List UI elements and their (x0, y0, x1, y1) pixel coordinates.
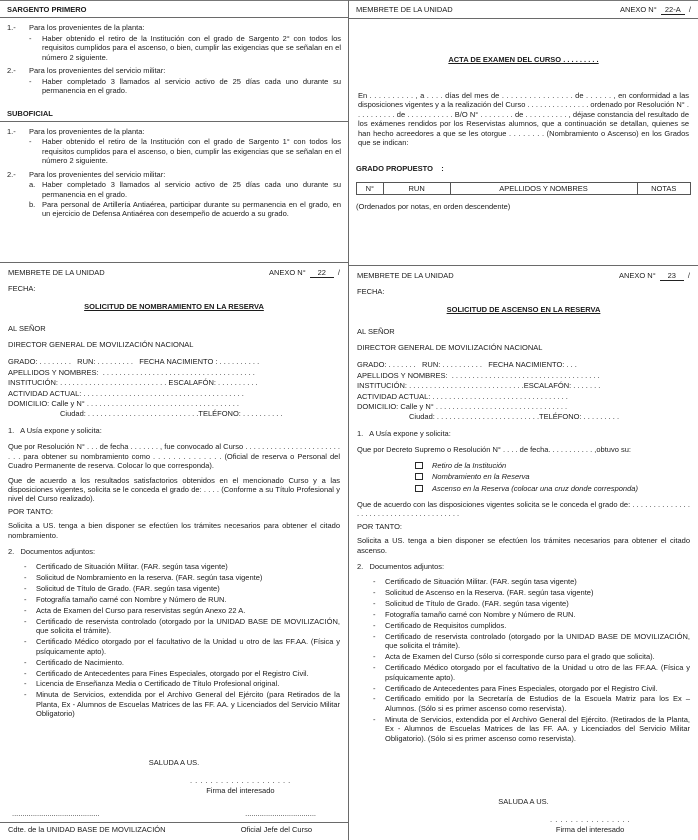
dash-bullet: - (373, 683, 376, 693)
requisito-subitem (29, 180, 341, 199)
doc-text: Acta de Examen del Curso para reservistas según Anexo 22 A. (36, 605, 246, 615)
requisito-subitem (29, 200, 341, 219)
acta-title: ACTA DE EXAMEN DEL CURSO . . . . . . . . . (448, 55, 599, 65)
doc-list-item (24, 562, 340, 571)
requisito-subitem (29, 77, 341, 96)
dash-bullet: - (24, 668, 27, 678)
form-field-line: ACTIVIDAD ACTUAL: . . . . . . . . . . . . . . . . . . . . . . . . . . . . . . . . . . . . . . . (8, 388, 244, 398)
dash-bullet: - (24, 679, 27, 689)
letter-bullet: b. (29, 200, 36, 209)
table-header-cell: RUN (383, 182, 450, 194)
anexo-text: ANEXO N° (619, 5, 657, 14)
requisito-line (7, 170, 341, 179)
dash-bullet: - (373, 714, 376, 724)
dash-bullet: - (373, 663, 376, 673)
dash-bullet: - (373, 652, 376, 662)
anexo-text: ANEXO N° (618, 271, 656, 280)
membrete-row (356, 5, 691, 15)
doc-text: Certificado de Situación Militar. (FAR. según tasa vigente) (36, 562, 228, 572)
doc-list-item (373, 599, 690, 608)
checkbox-square (415, 473, 423, 480)
firma-block (507, 815, 674, 834)
dash-bullet: - (373, 694, 376, 704)
dash-bullet: - (373, 599, 376, 608)
anexo-slash: / (337, 268, 340, 277)
firma-dotted-line: . . . . . . . . . . . . . . . . (550, 815, 631, 825)
doc-text: Certificado de reservista controlado (otorgado por la UNIDAD BASE DE MOVILIZACIÓN, que solicita el trámite). (36, 616, 340, 636)
doc-list-item (373, 632, 690, 651)
doc-text: Certificado de reservista controlado (otorgado por la UNIDAD BASE DE MOVILIZACIÓN, que solicita el trámite). (385, 631, 690, 651)
checkbox-row (415, 472, 690, 481)
form-field-line: GRADO: . . . . . . . RUN: . . . . . . . . . . FECHA NACIMIENTO: . . . (357, 360, 577, 370)
signature-names (8, 825, 340, 834)
table-header-cell: NOTAS (637, 182, 690, 194)
section-requisitos (0, 1, 348, 262)
doc-text: Minuta de Servicios, extendida por el Archivo General del Ejército (para Retirados de la Planta, Ex - Alumnos de Escuelas Matrices de las FF. AA. y Licenciados del Servicio Militar Obligatorio) (36, 690, 340, 719)
section-acta-examen (349, 1, 698, 265)
dash-bullet: - (24, 573, 27, 583)
membrete-label: MEMBRETE DE LA UNIDAD (356, 5, 453, 14)
doc-list-item (373, 621, 690, 630)
form-field-line: DOMICILIO: Calle y N° . . . . . . . . . . . . . . . . . . . . . . . . . . . . . . . . . . . . . (8, 398, 239, 408)
dash-bullet: - (29, 137, 32, 147)
requisito-subitem (29, 137, 341, 165)
anexo-number: 23 (660, 271, 684, 281)
item-number: 1.- (7, 126, 16, 136)
addressee: DIRECTOR GENERAL DE MOVILIZACIÓN NACIONAL (8, 339, 194, 349)
signature-dotted-right: .................................. (245, 809, 316, 819)
subitem-text: Haber completado 3 llamados al servicio activo de 25 días cada uno durante su permanencia en el grado. (42, 180, 341, 199)
requisito-item (7, 127, 341, 166)
item-label: Para los provenientes de la planta: (29, 126, 145, 136)
item-number: 2.- (7, 169, 16, 179)
dash-bullet: - (24, 594, 27, 604)
item-label: Para los provenientes del servicio militar: (29, 169, 166, 179)
firma-label: Firma del interesado (555, 824, 625, 834)
doc-text: Fotografía tamaño carné con Nombre y Número de RUN. (385, 609, 576, 619)
dash-bullet: - (24, 616, 27, 626)
por-tanto-label: POR TANTO: (8, 506, 54, 516)
requisito-item (7, 170, 341, 219)
dash-bullet: - (24, 562, 27, 572)
requisito-line (7, 23, 341, 32)
doc-list-item (24, 669, 340, 678)
firma-label: Firma del interesado (206, 785, 275, 795)
expone-label: 1. A Usía expone y solicita: (8, 425, 102, 435)
dash-bullet: - (24, 690, 27, 700)
firma-dotted-line: . . . . . . . . . . . . . . . . . . . . (190, 776, 291, 786)
membrete-row (8, 268, 340, 278)
dash-bullet: - (24, 637, 27, 647)
membrete-label: MEMBRETE DE LA UNIDAD (357, 271, 454, 280)
anexo-text: ANEXO N° (268, 268, 306, 277)
doc-list-item (373, 684, 690, 693)
dash-bullet: - (24, 657, 27, 667)
doc-list-item (24, 584, 340, 593)
checkbox-label: Nombramiento en la Reserva (432, 472, 530, 482)
signature-dotted-left: .......................................... (12, 809, 100, 819)
doc-list-item (373, 588, 690, 597)
anexo-label (269, 268, 340, 278)
anexo-label (619, 271, 690, 281)
letter-bullet: a. (29, 180, 36, 190)
doc-text: Certificado de Requisitos cumplidos. (385, 620, 507, 630)
firma-block (157, 776, 323, 795)
heading-suboficial: SUBOFICIAL (7, 108, 53, 118)
item-number: 2.- (7, 66, 16, 76)
doc-list-item (24, 658, 340, 667)
acta-results-table (356, 182, 691, 195)
anexo-number: 22 (310, 268, 334, 278)
signature-area (357, 789, 690, 834)
requisito-subitem (29, 34, 341, 62)
page-top-rule (0, 0, 698, 1)
checkbox-label: Retiro de la Institución (432, 460, 507, 470)
doc-text: Acta de Examen del Curso (sólo si corresponde curso para el grado que solicita). (385, 652, 655, 662)
checkbox-row (415, 484, 690, 493)
doc-list-item (24, 617, 340, 636)
dash-bullet: - (373, 620, 376, 630)
saluda-label: SALUDA A US. (148, 757, 200, 767)
item-label: Para los provenientes del servicio militar: (29, 66, 166, 76)
doc-text: Fotografía tamaño carné con Nombre y Número de RUN. (36, 594, 227, 604)
paragraph: Que por Resolución N° . . . de fecha . . . . . . . , fue convocado al Curso . . . . . . . . . . . . . . . . . . . . . . . . . . para obtener su nombramiento como . . . . . . . . . . . . . . (Oficial de reserva o Personal del Cuadro Permanente de reserva. Colocar lo que corresponda). (8, 442, 340, 471)
section-anexo-23 (349, 265, 698, 840)
section-anexo-22 (0, 262, 348, 840)
table-header-cell: APELLIDOS Y NOMBRES (450, 182, 637, 194)
doc-list-item (373, 610, 690, 619)
membrete-row (357, 271, 690, 281)
signature-area (8, 750, 340, 834)
requisito-line (7, 127, 341, 136)
item-number: 1.- (7, 23, 16, 33)
paragraph: Solicita a US. tenga a bien disponer se efectúen los trámites necesarios para obtener el citado nombramiento. (8, 521, 340, 540)
doc-list-item (24, 637, 340, 656)
doc-text: Certificado de Nacimiento. (36, 657, 124, 667)
dash-bullet: - (29, 33, 32, 43)
form-fields (8, 356, 340, 419)
form-title: SOLICITUD DE ASCENSO EN LA RESERVA (446, 304, 601, 314)
form-field-line: APELLIDOS Y NOMBRES: . . . . . . . . . . . . . . . . . . . . . . . . . . . . . . . . . . . . . (8, 367, 255, 377)
doc-text: Solicitud de Título de Grado. (FAR. según tasa vigente) (385, 599, 569, 608)
form-field-line: Ciudad: . . . . . . . . . . . . . . . . . . . . . . . . . . .TELÉFONO: . . . . . . . . . . (60, 409, 283, 419)
form-field-line: APELLIDOS Y NOMBRES: . . . . . . . . . . . . . . . . . . . . . . . . . . . . . . . . . . . . (357, 370, 600, 380)
doc-text: Certificado de Antecedentes para Fines Especiales, otorgado por el Registro Civil. (36, 668, 309, 678)
doc-list-item (24, 690, 340, 718)
doc-list-item (24, 679, 340, 688)
fecha-label: FECHA: (357, 287, 385, 297)
doc-list-item (24, 595, 340, 604)
fecha-label: FECHA: (8, 284, 36, 294)
doc-list-item (24, 606, 340, 615)
docs-list (357, 576, 690, 744)
por-tanto-label: POR TANTO: (357, 521, 403, 531)
subitem-text: Haber obtenido el retiro de la Institución con el grado de Sargento 2° con todos los requisitos cumplidos para el ascenso, o bien, cumplir las exigencias que se señalan en el número 2 siguiente. (42, 33, 341, 62)
signature-left-title: Cdte. de la UNIDAD BASE DE MOVILIZACIÓN (8, 824, 166, 834)
dash-bullet: - (29, 76, 32, 86)
form-title: SOLICITUD DE NOMBRAMIENTO EN LA RESERVA (84, 301, 264, 311)
docs-label: 2. Documentos adjuntos: (8, 547, 96, 557)
checkbox-square (415, 485, 423, 492)
saluda-label: SALUDA A US. (498, 796, 549, 806)
grado-propuesto-label: GRADO PROPUESTO : (356, 163, 444, 173)
paragraph: Que por Decreto Supremo o Resolución N° . . . . de fecha. . . . . . . . . . . ,obtuvo su: (357, 445, 631, 455)
subitem-text: Haber obtenido el retiro de la Institución con el grado de Sargento 1° con todos los requisitos cumplidos para el ascenso, o bien, cumplir las exigencias que se señalan en el número 2 siguiente. (42, 137, 341, 166)
anexo-number: 22-A (661, 5, 685, 15)
dash-bullet: - (24, 584, 27, 593)
paragraph: Solicita a US. tenga a bien disponer se efectúen los trámites necesarios para obtener el citado ascenso. (357, 536, 690, 555)
requisito-item (7, 66, 341, 95)
doc-text: Certificado de Antecedentes para Fines Especiales, otorgado por el Registro Civil. (385, 683, 658, 693)
doc-text: Licencia de Enseñanza Media o Certificado de Título Profesional original. (36, 679, 280, 689)
dash-bullet: - (373, 577, 376, 587)
subitem-text: Haber completado 3 llamados al servicio activo de 25 días cada uno durante su permanencia en el grado. (42, 76, 341, 96)
doc-text: Solicitud de Ascenso en la Reserva. (FAR. según tasa vigente) (385, 588, 594, 598)
dash-bullet: - (24, 605, 27, 615)
form-field-line: ACTIVIDAD ACTUAL: . . . . . . . . . . . . . . . . . . . . . . . . . . . . . . . . . (357, 391, 568, 401)
table-header-cell: N° (357, 182, 384, 194)
membrete-label: MEMBRETE DE LA UNIDAD (8, 268, 105, 277)
doc-text: Certificado de Situación Militar. (FAR. según tasa vigente) (385, 577, 577, 587)
table-header-row (357, 182, 691, 194)
requisito-line (7, 66, 341, 75)
column-divider (348, 0, 349, 840)
doc-list-item (373, 577, 690, 586)
signature-right-title: Oficial Jefe del Curso (240, 824, 312, 834)
form-field-line: GRADO: . . . . . . . . RUN: . . . . . . . . . FECHA NACIMIENTO : . . . . . . . . . . (8, 357, 260, 367)
dash-bullet: - (373, 588, 376, 598)
paragraph: Que de acuerdo a los resultados satisfactorios obtenidos en el mencionado Curso y a las disposiciones vigentes, solicita se le conceda el grado de: . . . . (Conforme a su Título Profesional y nivel del Curso realizado). (8, 475, 340, 504)
checkbox-label: Ascenso en la Reserva (colocar una cruz donde corresponda) (432, 483, 638, 493)
doc-text: Solicitud de Nombramiento en la reserva. (FAR. según tasa vigente) (36, 573, 263, 583)
form-field-line: INSTITUCIÓN: . . . . . . . . . . . . . . . . . . . . . . . . . . . .ESCALAFÓN: . . . . . . . (357, 381, 601, 391)
checkbox-square (415, 462, 423, 469)
paragraph: Que de acuerdo con las disposiciones vigentes solicita se le conceda el grado de: . . . . . . . . . . . . . . . . . . . . . . . . . . . . . . . . . . . . . . . (357, 500, 690, 519)
anexo-label (620, 5, 691, 15)
item-label: Para los provenientes de la planta: (29, 23, 145, 33)
anexo-slash: / (688, 5, 691, 14)
doc-text: Certificado Médico otorgado por el facultativo de la Unidad u otro de las FF.AA. (Física y psíquicamente apto). (385, 663, 690, 682)
doc-list-item (373, 715, 690, 743)
doc-list-item (24, 573, 340, 582)
acta-body-paragraph: En . . . . . . . . . . , a . . . . días del mes de . . . . . . . . . . . . . . . . de . . . . . . , en conformidad a las disposiciones vigentes y a la realización del Curso . . . . . . . . . . . . . . . ordenado por Resolución N° . . . . . . . . . . de . . . . . . . . . . . B/O N° . . . . . . . . de . . . . . . . . . . , déjase constancia del resultado de los exámenes rendidos por los Reservistas alumnos, que a continuación se detallan, quienes se han hecho acreedores a que se les otorgue . . . . . . . . (Nombramiento o Ascenso) en los Grados que se indican: (358, 90, 689, 148)
divider-rule (349, 18, 698, 19)
doc-text: Certificado emitido por la Secretaría de Estudios de la Escuela Matriz para los Ex –Alumnos. (Sólo si es primer ascenso como reservista). (385, 694, 690, 713)
expone-label: 1. A Usía expone y solicita: (357, 428, 451, 438)
doc-text: Minuta de Servicios, extendida por el Archivo General del Ejército. (Retirados de la Planta, Ex - Alumnos de Escuelas Matrices de las FF. AA. y Licenciados del Servicio Militar Obligatorio). (Sólo si es primer ascenso como reservista). (385, 714, 690, 743)
doc-text: Solicitud de Título de Grado. (FAR. según tasa vigente) (36, 584, 220, 593)
divider-rule (0, 822, 348, 823)
signature-dotted-lines (8, 809, 340, 818)
doc-list-item (373, 694, 690, 713)
heading-sargento-primero: SARGENTO PRIMERO (7, 5, 87, 14)
doc-list-item (373, 663, 690, 682)
divider-rule (0, 17, 348, 18)
doc-text: Certificado Médico otorgado por el facultativo de la Unidad u otro de las FF.AA. (Física y psíquicamente apto). (36, 637, 340, 656)
form-field-line: Ciudad: . . . . . . . . . . . . . . . . . . . . . . . . .TELÉFONO: . . . . . . . . . (409, 412, 620, 422)
doc-list-item (373, 652, 690, 661)
form-field-line: INSTITUCIÓN: . . . . . . . . . . . . . . . . . . . . . . . . . . ESCALAFÓN: . . . . . . . . . . (8, 378, 258, 388)
anexo-slash: / (687, 271, 690, 280)
form-fields (357, 359, 690, 422)
checkbox-row (415, 461, 690, 470)
salutation: AL SEÑOR (8, 324, 46, 334)
checkbox-list (415, 459, 690, 493)
docs-list (8, 561, 340, 719)
divider-rule (0, 121, 348, 122)
subitem-text: Para personal de Artillería Antiaérea, participar durante su permanencia en el grado, en un ejercicio de Defensa Antiaérea con desempeño de acuerdo a su grado. (42, 200, 341, 219)
table-note: (Ordenados por notas, en orden descendente) (356, 202, 511, 212)
requisito-item (7, 23, 341, 62)
docs-label: 2. Documentos adjuntos: (357, 562, 445, 572)
addressee: DIRECTOR GENERAL DE MOVILIZACIÓN NACIONAL (357, 342, 543, 352)
salutation: AL SEÑOR (357, 327, 395, 337)
form-field-line: DOMICILIO: Calle y N° . . . . . . . . . . . . . . . . . . . . . . . . . . . . . . . . (357, 401, 568, 411)
dash-bullet: - (373, 631, 376, 641)
dash-bullet: - (373, 609, 376, 619)
